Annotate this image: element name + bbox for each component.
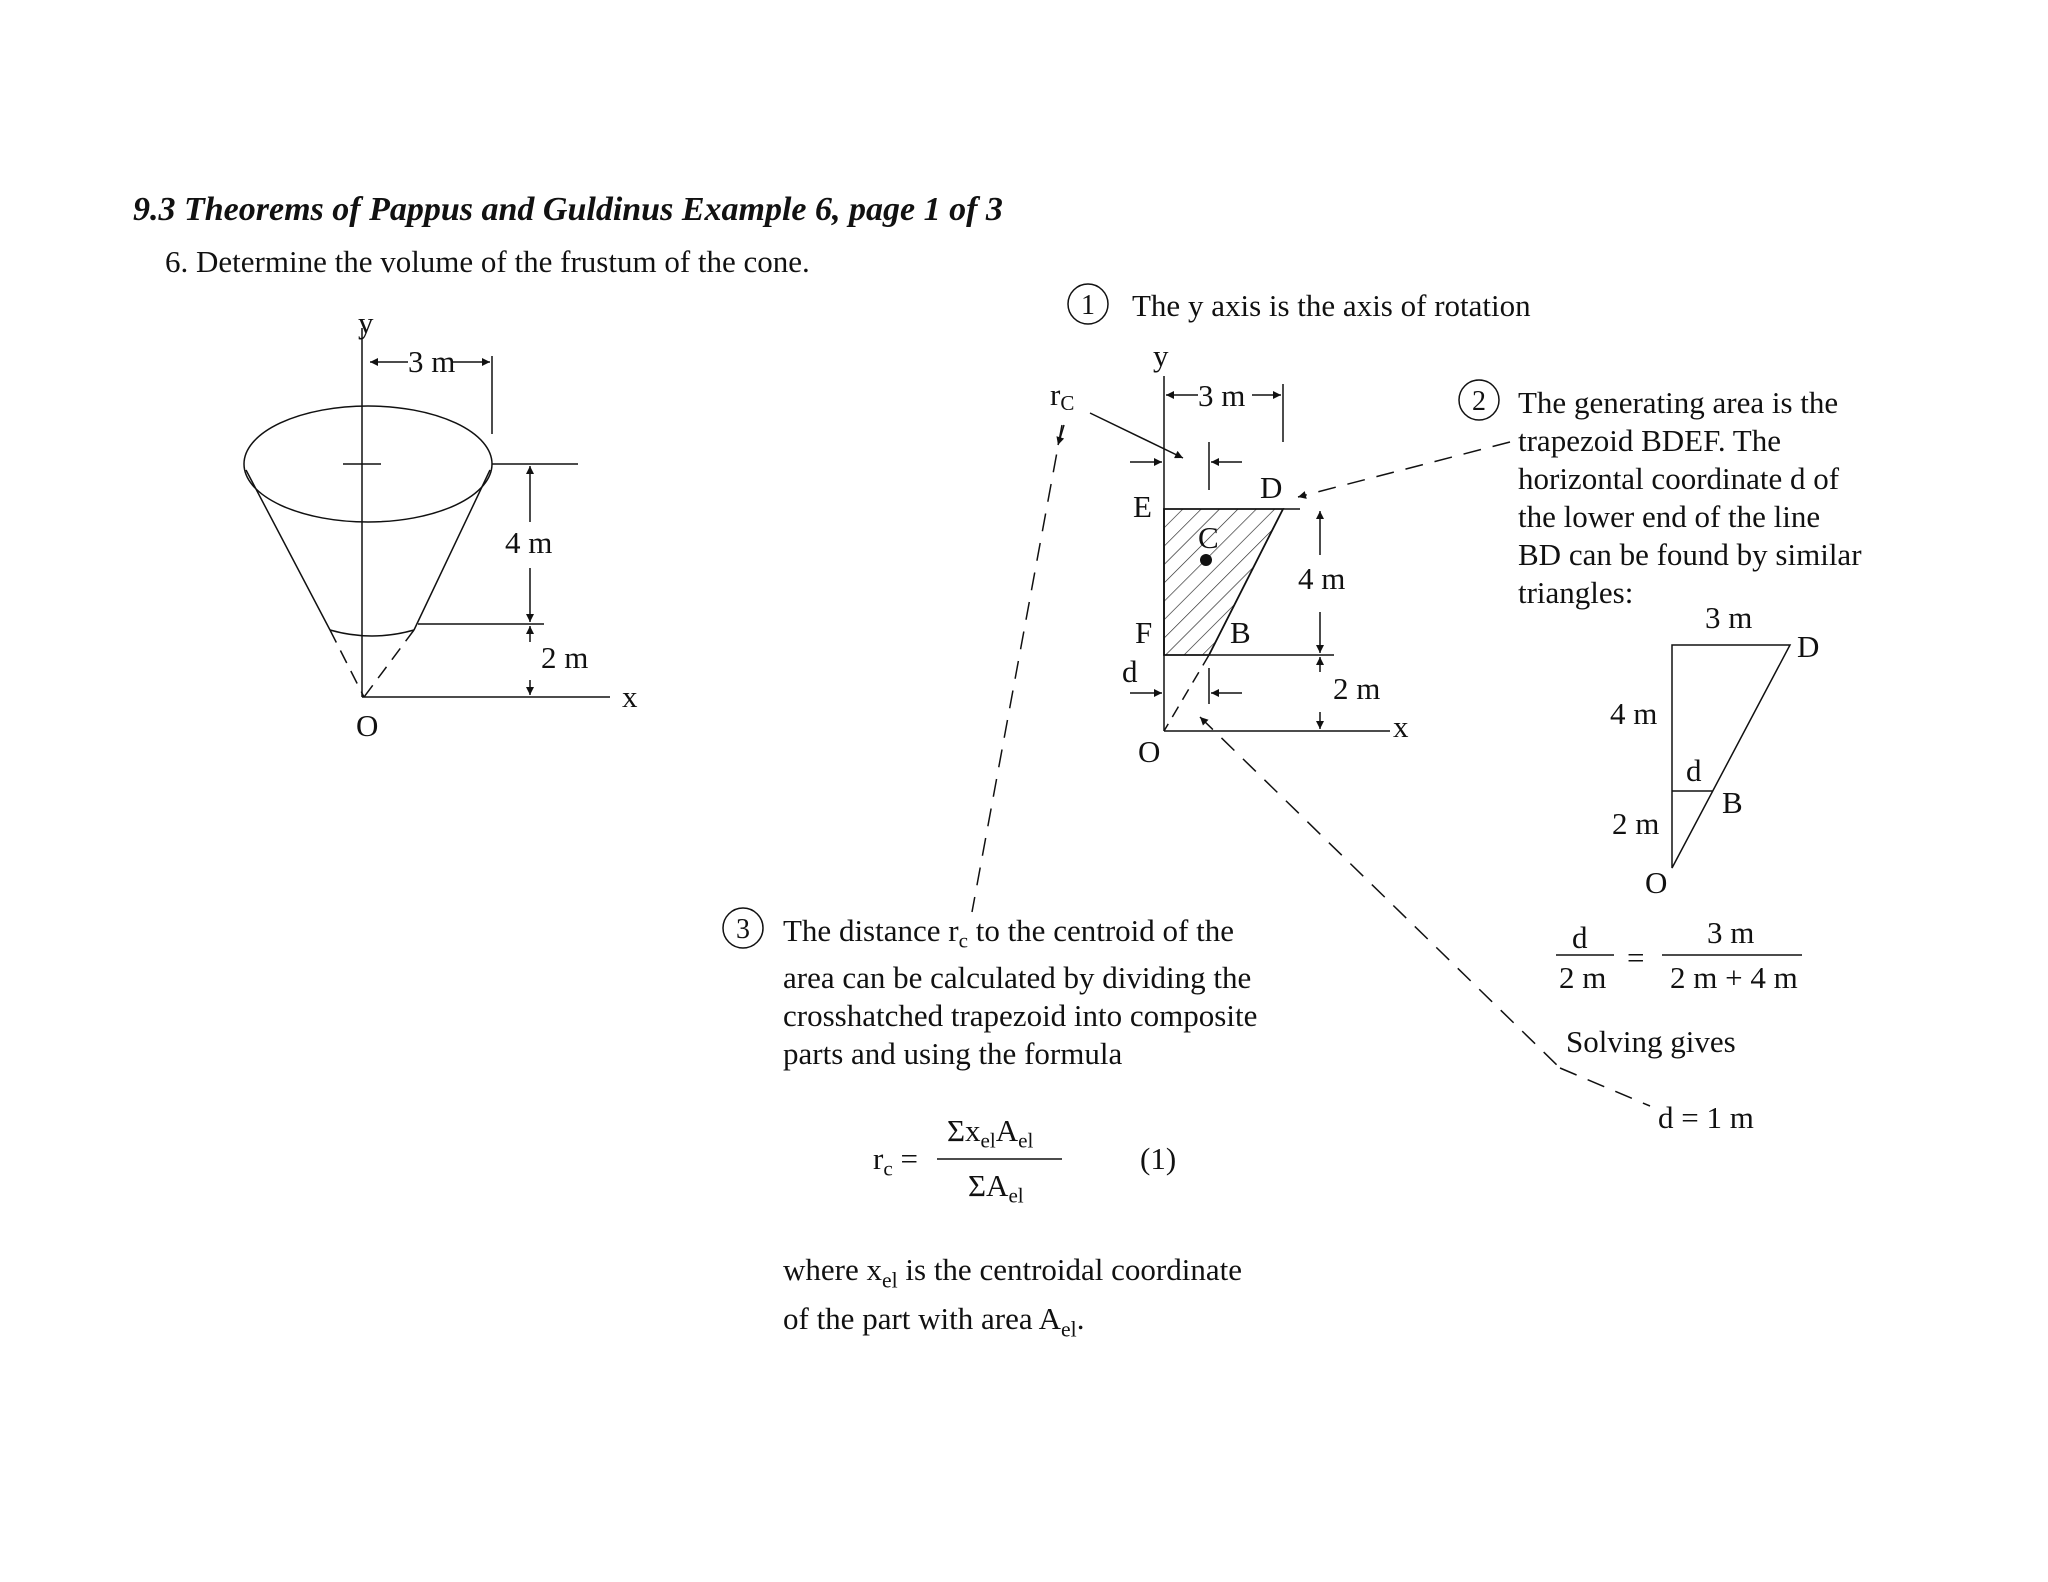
note-2-text: The generating area is the trapezoid BDEF. The horizontal coordinate d of the lower end of the line BD can be found by similar triangles: <box>1518 385 1862 610</box>
cone-4m-label: 4 m <box>505 525 553 560</box>
triangle-origin-label: O <box>1645 865 1668 900</box>
cone-2m-label: 2 m <box>541 640 589 675</box>
leader-note-2 <box>1298 442 1510 497</box>
point-b-label: B <box>1230 615 1251 650</box>
ratio-lhs-denominator: 2 m <box>1559 960 1607 995</box>
triangle-3m-label: 3 m <box>1705 600 1753 635</box>
section-y-label: y <box>1153 338 1169 373</box>
page-title: 9.3 Theorems of Pappus and Guldinus Example 6, page 1 of 3 <box>133 191 1003 228</box>
trapezoid-bdef <box>1164 509 1283 655</box>
note-1-text: The y axis is the axis of rotation <box>1132 288 1531 323</box>
section-4m-label: 4 m <box>1298 561 1346 596</box>
ratio-rhs-denominator: 2 m + 4 m <box>1670 960 1798 995</box>
where-clause: where $x_{el}$ is the centroidal coordinate of the part with area $A_{el}$. <box>783 1252 1242 1342</box>
leader-note-3 <box>972 425 1062 912</box>
cone-3m-label: 3 m <box>408 344 456 379</box>
triangle-2m-label: 2 m <box>1612 806 1660 841</box>
centroid-dot <box>1200 554 1212 566</box>
ratio-equals: = <box>1627 940 1645 975</box>
note-3-text: The distance $r_c$ to the centroid of the area can be calculated by dividing the crosshatched trapezoid into composite parts and using the formula <box>783 913 1258 1072</box>
formula-number: (1) <box>1140 1141 1177 1176</box>
section-x-label: x <box>1393 709 1409 744</box>
result-d: d = 1 m <box>1658 1100 1754 1135</box>
cone-origin-label: O <box>356 708 379 743</box>
formula-numerator: $\Sigma x_{el}A_{el}$ <box>947 1113 1034 1153</box>
point-d-label: D <box>1260 470 1283 505</box>
section-2m-label: 2 m <box>1333 671 1381 706</box>
point-e-label: E <box>1133 489 1152 524</box>
centroid-c-label: C <box>1198 520 1219 555</box>
problem-statement: 6. Determine the volume of the frustum of the cone. <box>165 244 810 279</box>
triangle-d-point-label: D <box>1797 629 1820 664</box>
ratio-lhs-numerator: d <box>1572 920 1588 955</box>
cone-right-side <box>414 470 490 630</box>
cone-y-label: y <box>358 305 374 340</box>
note-3-number: 3 <box>736 914 750 945</box>
triangle-4m-label: 4 m <box>1610 696 1658 731</box>
note-2-number: 2 <box>1472 386 1486 417</box>
formula-lhs: $r_c$ = <box>873 1141 918 1181</box>
cone-x-label: x <box>622 679 638 714</box>
triangle-b-label: B <box>1722 785 1743 820</box>
point-f-label: F <box>1135 615 1153 650</box>
rc-label: rC <box>1050 377 1075 415</box>
triangle-d-label: d <box>1686 753 1702 788</box>
section-3m-label: 3 m <box>1198 378 1246 413</box>
section-origin-label: O <box>1138 734 1161 769</box>
solving-text: Solving gives <box>1566 1024 1736 1059</box>
cone-left-side <box>246 470 330 630</box>
formula-denominator: $\Sigma A_{el}$ <box>968 1168 1024 1208</box>
section-d-label: d <box>1122 654 1138 689</box>
note-1-number: 1 <box>1081 290 1095 321</box>
ratio-rhs-numerator: 3 m <box>1707 915 1755 950</box>
